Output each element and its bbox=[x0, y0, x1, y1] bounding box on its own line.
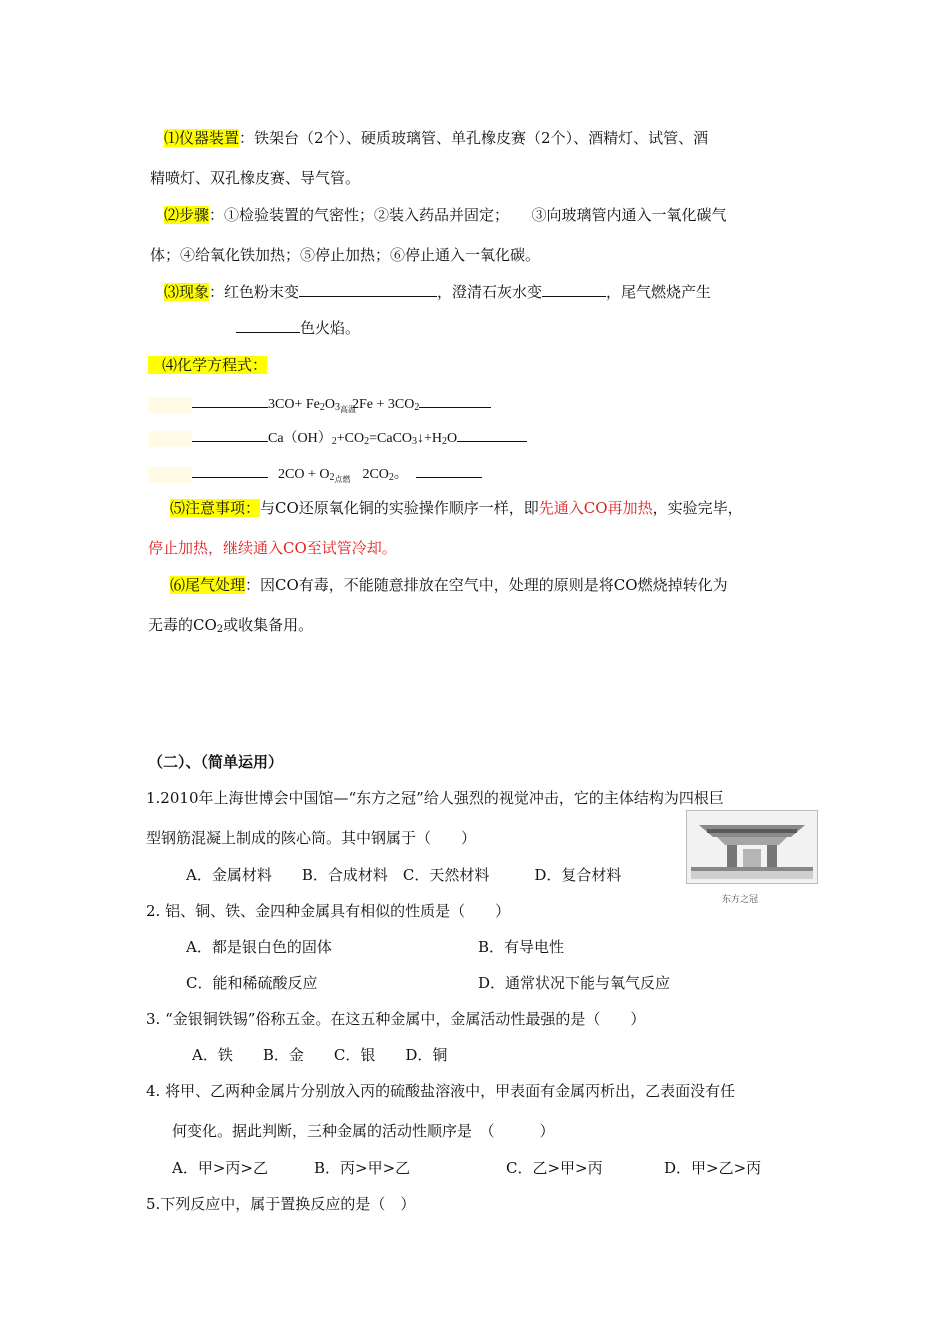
q4-option-b: B．丙>甲>乙 bbox=[314, 1159, 411, 1177]
photo-caption: 东方之冠 bbox=[722, 895, 759, 905]
q2-option-a: A．都是银白色的固体 bbox=[186, 938, 332, 956]
eq2-e: O bbox=[447, 431, 458, 446]
item5-label: ⑸注意事项： bbox=[170, 499, 261, 517]
eq2-sub2: 2 bbox=[364, 436, 370, 447]
eq1-sub-c: 2 bbox=[414, 402, 420, 413]
eq1-right: 2Fe + 3CO bbox=[351, 397, 415, 412]
equation-2 bbox=[148, 427, 527, 449]
item5-red-a: 先通入CO再加热 bbox=[538, 499, 653, 517]
eq2-a: Ca（OH） bbox=[268, 431, 332, 446]
equation-1 bbox=[148, 393, 491, 415]
item2-line1 bbox=[164, 205, 727, 225]
item3-line1 bbox=[164, 282, 711, 302]
eq3-b: 2CO bbox=[362, 467, 389, 482]
eq2-sub4: 2 bbox=[442, 436, 448, 447]
highlight-mark bbox=[148, 397, 192, 413]
blank-eq1-left bbox=[192, 393, 268, 408]
q1-line1: 1.2010年上海世博会中国馆—“东方之冠”给人强烈的视觉冲击，它的主体结构为四根巨 bbox=[146, 789, 724, 807]
q3-stem: 3. “金银铜铁锡”俗称五金。在这五种金属中，金属活动性最强的是（ ） bbox=[146, 1010, 646, 1028]
item3-text-a3: ，尾气燃烧产生 bbox=[606, 283, 712, 301]
q1-line2: 型钢筋混凝上制成的陔心筒。其中钢属于（ ） bbox=[146, 829, 477, 847]
blank-powder[interactable] bbox=[299, 282, 437, 297]
item4-line bbox=[148, 355, 267, 375]
blank-eq3-right bbox=[416, 463, 482, 478]
q4-option-c: C．乙>甲>丙 bbox=[506, 1159, 603, 1177]
blank-flame[interactable] bbox=[236, 318, 300, 333]
item5-line2: 停止加热，继续通入CO至试管冷却。 bbox=[148, 539, 397, 557]
item3-text-a2: ，澄清石灰水变 bbox=[437, 283, 543, 301]
item2-text-a: ：①检验装置的气密性；②装入药品并固定； ③向玻璃管内通入一氧化碳气 bbox=[209, 206, 727, 224]
q2-option-c: C．能和稀硫酸反应 bbox=[186, 974, 318, 992]
blank-eq2-left bbox=[192, 427, 268, 442]
highlight-mark bbox=[148, 467, 192, 483]
item2-line2: 体；④给氧化铁加热；⑤停止加热；⑥停止通入一氧化碳。 bbox=[150, 246, 541, 264]
eq1-sub-b: 3 bbox=[334, 402, 340, 413]
item6-sub: 2 bbox=[216, 624, 224, 635]
blank-limewater[interactable] bbox=[542, 282, 606, 297]
eq2-b: +CO bbox=[336, 431, 365, 446]
item5-text-a1: 与CO还原氧化铜的实验操作顺序一样，即 bbox=[260, 499, 539, 517]
item6-line1 bbox=[170, 575, 728, 595]
eq3-sub1: 2 bbox=[329, 472, 335, 483]
pavilion-image bbox=[687, 811, 817, 883]
item5-text-a2: ，实验完毕， bbox=[652, 499, 743, 517]
eq2-sub3: 3 bbox=[412, 436, 418, 447]
item3-text-b: 色火焰。 bbox=[300, 319, 361, 337]
item1-line1 bbox=[164, 128, 708, 148]
q3-options: A．铁 B．金 C．银 D．铜 bbox=[192, 1046, 448, 1064]
blank-eq2-right bbox=[457, 427, 527, 442]
q1-options: A．金属材料 B．合成材料 C．天然材料 D．复合材料 bbox=[186, 866, 622, 884]
eq1-condition-text: 高温 bbox=[339, 405, 356, 414]
highlight-mark bbox=[148, 431, 192, 447]
item6-label: ⑹尾气处理 bbox=[170, 576, 246, 594]
q2-option-b: B．有导电性 bbox=[478, 938, 565, 956]
section-heading: （二）、（简单运用） bbox=[148, 753, 284, 771]
eq2-d: ↓+H bbox=[417, 431, 443, 446]
q5-stem: 5.下列反应中，属于置换反应的是（ ） bbox=[146, 1195, 416, 1213]
item6-text-b2: 或收集备用。 bbox=[223, 616, 314, 634]
eq1-o: O bbox=[324, 397, 335, 412]
item3-text-a1: ：红色粉末变 bbox=[209, 283, 300, 301]
item1-label: ⑴仪器装置 bbox=[164, 129, 240, 147]
item1-line2: 精喷灯、双孔橡皮赛、导气管。 bbox=[150, 169, 361, 187]
q2-stem: 2. 铝、铜、铁、金四种金属具有相似的性质是（ ） bbox=[146, 902, 511, 920]
item3-label: ⑶现象 bbox=[164, 283, 210, 301]
eq3-end: 。 bbox=[393, 467, 408, 482]
eq3-condition-text: 点燃 bbox=[334, 475, 351, 484]
item1-text-a: ：铁架台（2个）、硬质玻璃管、单孔橡皮赛（2个）、酒精灯、试管、酒 bbox=[239, 129, 709, 147]
blank-eq3-left bbox=[192, 463, 268, 478]
item6-text-a: ：因CO有毒，不能随意排放在空气中，处理的原则是将CO燃烧掉转化为 bbox=[245, 576, 728, 594]
eq1-left: 3CO+ Fe bbox=[268, 397, 320, 412]
item2-label: ⑵步骤 bbox=[164, 206, 210, 224]
china-pavilion-photo bbox=[686, 810, 818, 884]
item5-line1 bbox=[170, 498, 743, 518]
blank-eq1-right bbox=[419, 393, 491, 408]
eq1-sub-a: 2 bbox=[319, 402, 325, 413]
eq3-sub2: 2 bbox=[388, 472, 394, 483]
item6-line2 bbox=[148, 615, 313, 635]
q4-option-d: D．甲>乙>丙 bbox=[664, 1159, 762, 1177]
item6-text-b1: 无毒的CO bbox=[148, 616, 217, 634]
q2-option-d: D．通常状况下能与氧气反应 bbox=[478, 974, 671, 992]
item4-label: ⑷化学方程式： bbox=[148, 356, 267, 374]
q4-line1: 4. 将甲、乙两种金属片分别放入丙的硫酸盐溶液中，甲表面有金属丙析出，乙表面没有任 bbox=[146, 1082, 736, 1100]
q4-line2: 何变化。据此判断，三种金属的活动性顺序是 （ ） bbox=[172, 1122, 555, 1140]
equation-3 bbox=[148, 463, 482, 485]
item3-line2 bbox=[236, 318, 360, 338]
eq2-sub1: 2 bbox=[331, 436, 337, 447]
eq3-a: 2CO + O bbox=[278, 467, 330, 482]
eq2-c: =CaCO bbox=[369, 431, 413, 446]
q4-option-a: A．甲>丙>乙 bbox=[172, 1159, 268, 1177]
